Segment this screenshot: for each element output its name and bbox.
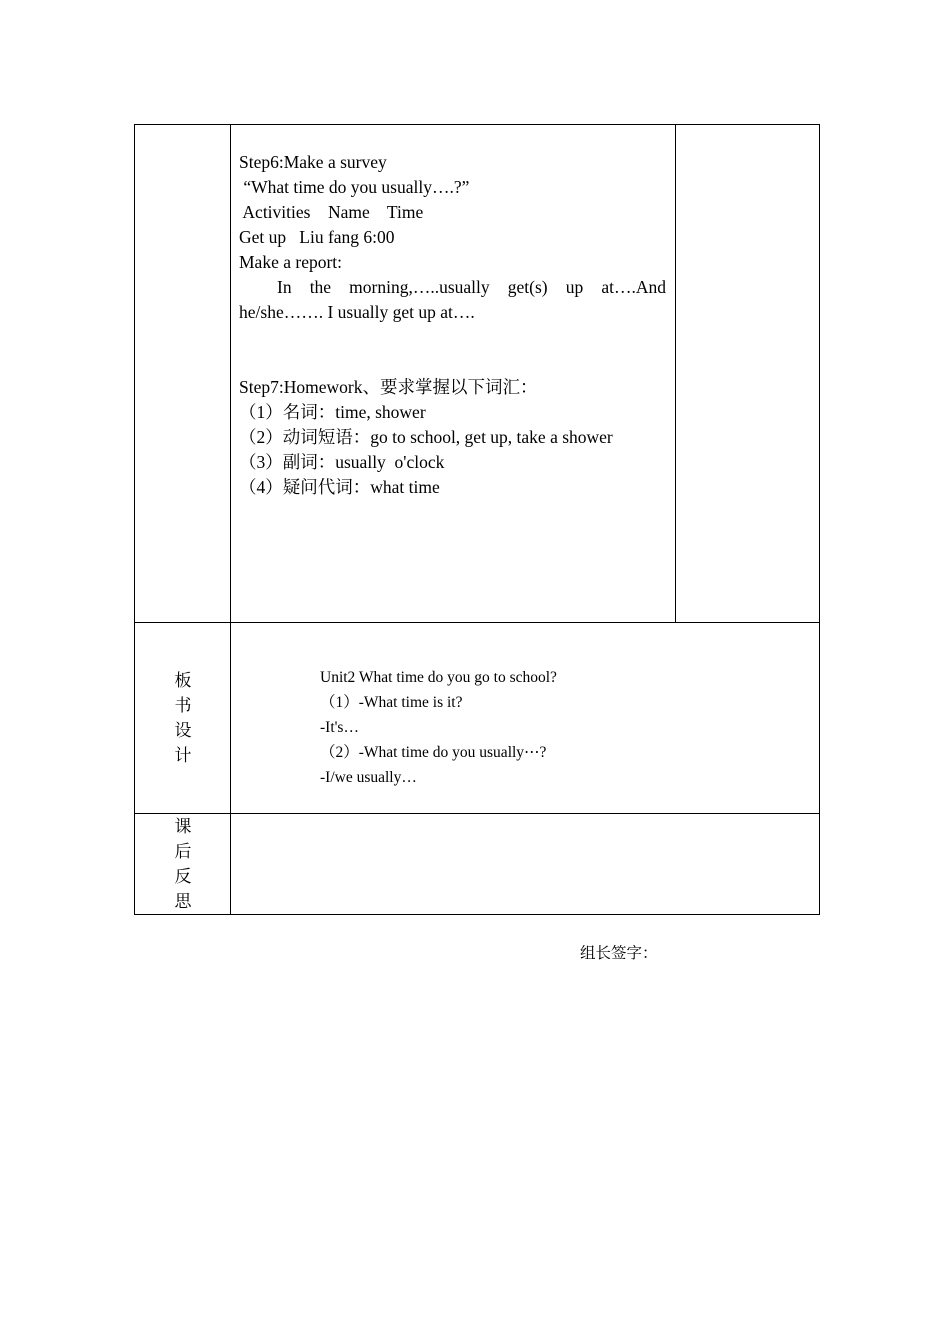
label-char: 设 bbox=[174, 721, 192, 741]
board-line: （1）-What time is it? bbox=[320, 694, 463, 711]
steps-content bbox=[239, 150, 666, 500]
row-divider-2 bbox=[134, 813, 820, 814]
vocab-item: （2）动词短语：go to school, get up, take a shower bbox=[239, 427, 613, 447]
reflection-label bbox=[169, 815, 197, 915]
label-char: 反 bbox=[174, 867, 192, 887]
report-label: Make a report: bbox=[239, 252, 343, 272]
column-divider-right bbox=[675, 124, 676, 623]
label-char: 课 bbox=[174, 817, 192, 837]
column-divider-left bbox=[230, 124, 231, 915]
label-char: 书 bbox=[174, 696, 192, 716]
step7-title: Step7:Homework、要求掌握以下词汇： bbox=[239, 377, 538, 397]
board-design-content bbox=[320, 665, 557, 790]
step6-question: “What time do you usually….?” bbox=[239, 177, 470, 197]
vocab-item: （1）名词：time, shower bbox=[239, 402, 426, 422]
survey-table-row: Get up Liu fang 6:00 bbox=[239, 227, 395, 247]
step6-title: Step6:Make a survey bbox=[239, 152, 387, 172]
board-line: （2）-What time do you usually⋯? bbox=[320, 744, 547, 761]
vocab-item: （3）副词：usually o'clock bbox=[239, 452, 445, 472]
survey-table-header: Activities Name Time bbox=[239, 202, 424, 222]
board-design-label bbox=[169, 669, 197, 769]
report-text: In the morning,…..usually get(s) up at….And he/she……. I usually get up at…. bbox=[239, 277, 666, 322]
board-line: Unit2 What time do you go to school? bbox=[320, 669, 557, 686]
row-divider-1 bbox=[134, 622, 820, 623]
label-char: 板 bbox=[174, 671, 192, 691]
label-char: 思 bbox=[174, 892, 192, 912]
board-line: -I/we usually… bbox=[320, 769, 417, 786]
label-char: 后 bbox=[174, 842, 192, 862]
board-line: -It's… bbox=[320, 719, 359, 736]
label-char: 计 bbox=[174, 746, 192, 766]
vocab-item: （4）疑问代词：what time bbox=[239, 477, 440, 497]
group-leader-signature: 组长签字： bbox=[580, 944, 658, 962]
